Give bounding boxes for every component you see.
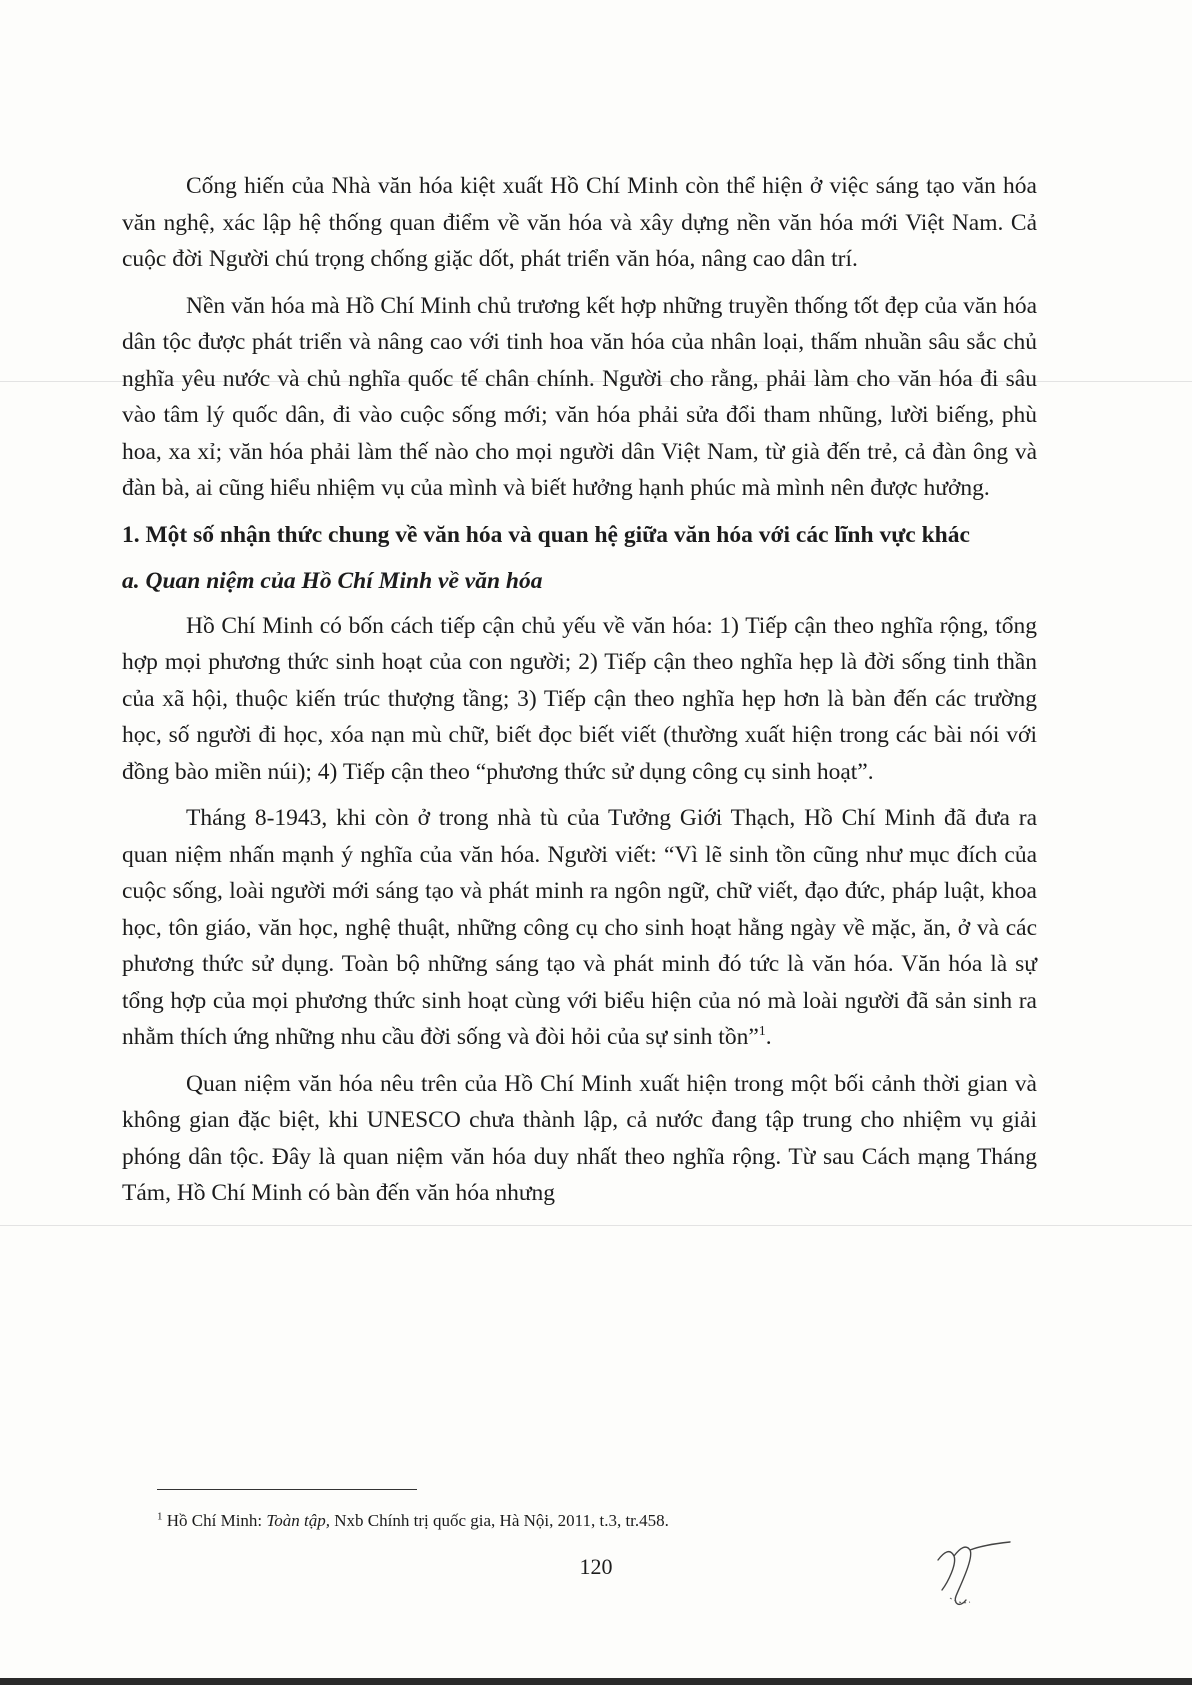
subsection-heading: a. Quan niệm của Hồ Chí Minh về văn hóa bbox=[122, 568, 543, 594]
paragraph-3: Hồ Chí Minh có bốn cách tiếp cận chủ yếu về văn hóa: 1) Tiếp cận theo nghĩa rộng, tổng hợp mọi phương thức sinh hoạt của con người; 2) Tiếp cận theo nghĩa hẹp là đời sống tinh thần của xã hội, thuộc kiến trúc thượng tầng; 3) Tiếp cận theo nghĩa hẹp hơn là bàn đến các trường học, số người đi học, xóa nạn mù chữ, biết đọc biết viết (thường xuất hiện trong các bài nói với đồng bào miền núi); 4) Tiếp cận theo “phương thức sử dụng công cụ sinh hoạt”. bbox=[122, 612, 1037, 785]
footnote-author: Hồ Chí Minh: bbox=[162, 1511, 267, 1530]
section-heading: 1. Một số nhận thức chung về văn hóa và quan hệ giữa văn hóa với các lĩnh vực khác bbox=[122, 521, 970, 548]
paragraph-2: Nền văn hóa mà Hồ Chí Minh chủ trương kết hợp những truyền thống tốt đẹp của văn hóa dân tộc được phát triển và nâng cao với tinh hoa văn hóa của nhân loại, thấm nhuần sâu sắc chủ nghĩa yêu nước và chủ nghĩa quốc tế chân chính. Người cho rằng, phải làm cho văn hóa đi sâu vào tâm lý quốc dân, đi vào cuộc sống mới; văn hóa phải sửa đổi tham nhũng, lười biếng, phù hoa, xa xỉ; văn hóa phải làm thế nào cho mọi người dân Việt Nam, từ già đến trẻ, cả đàn ông và đàn bà, ai cũng hiểu nhiệm vụ của mình và biết hưởng hạnh phúc mà mình nên được hưởng. bbox=[122, 292, 1037, 501]
scan-artifact-line bbox=[0, 1225, 1192, 1226]
footnote-reference[interactable]: 1 bbox=[758, 1024, 766, 1040]
footnote-rest: Nxb Chính trị quốc gia, Hà Nội, 2011, t.3, tr.458. bbox=[330, 1511, 669, 1530]
paragraph-4-text: Tháng 8-1943, khi còn ở trong nhà tù của Tưởng Giới Thạch, Hồ Chí Minh đã đưa ra quan niệm nhấn mạnh ý nghĩa của văn hóa. Người viết: “Vì lẽ sinh tồn cũng như mục đích của cuộc sống, loài người mới sáng tạo và phát minh ra ngôn ngữ, chữ viết, đạo đức, pháp luật, khoa học, tôn giáo, văn học, nghệ thuật, những công cụ cho sinh hoạt hằng ngày về mặc, ăn, ở và các phương thức sử dụng. Toàn bộ những sáng tạo và phát minh đó tức là văn hóa. Văn hóa là sự tổng hợp của mọi phương thức sinh hoạt cùng với biểu hiện của nó mà loài người đã sản sinh ra nhằm thích ứng những nhu cầu đời sống và đòi hỏi của sự sinh tồn” bbox=[122, 805, 1037, 1050]
paragraph-5: Quan niệm văn hóa nêu trên của Hồ Chí Minh xuất hiện trong một bối cảnh thời gian và không gian đặc biệt, khi UNESCO chưa thành lập, cả nước đang tập trung cho nhiệm vụ giải phóng dân tộc. Đây là quan niệm văn hóa duy nhất theo nghĩa rộng. Từ sau Cách mạng Tháng Tám, Hồ Chí Minh có bàn đến văn hóa nhưng bbox=[122, 1070, 1037, 1206]
footnote bbox=[157, 1510, 957, 1532]
paragraph-1: Cống hiến của Nhà văn hóa kiệt xuất Hồ Chí Minh còn thể hiện ở việc sáng tạo văn hóa văn nghệ, xác lập hệ thống quan điểm về văn hóa và xây dựng nền văn hóa mới Việt Nam. Cả cuộc đời Người chú trọng chống giặc dốt, phát triển văn hóa, nâng cao dân trí. bbox=[122, 173, 1037, 272]
footnote-divider bbox=[157, 1489, 417, 1490]
page-number: 120 bbox=[579, 1554, 613, 1579]
paragraph-4-end: . bbox=[765, 1024, 772, 1050]
footnote-title: Toàn tập, bbox=[266, 1511, 331, 1530]
paragraph-4 bbox=[122, 800, 1037, 1056]
scan-bottom-edge bbox=[0, 1678, 1192, 1685]
body-text bbox=[122, 168, 1037, 1222]
footnote-marker: 1 bbox=[157, 1510, 163, 1523]
handwritten-signature-icon bbox=[930, 1538, 1020, 1613]
